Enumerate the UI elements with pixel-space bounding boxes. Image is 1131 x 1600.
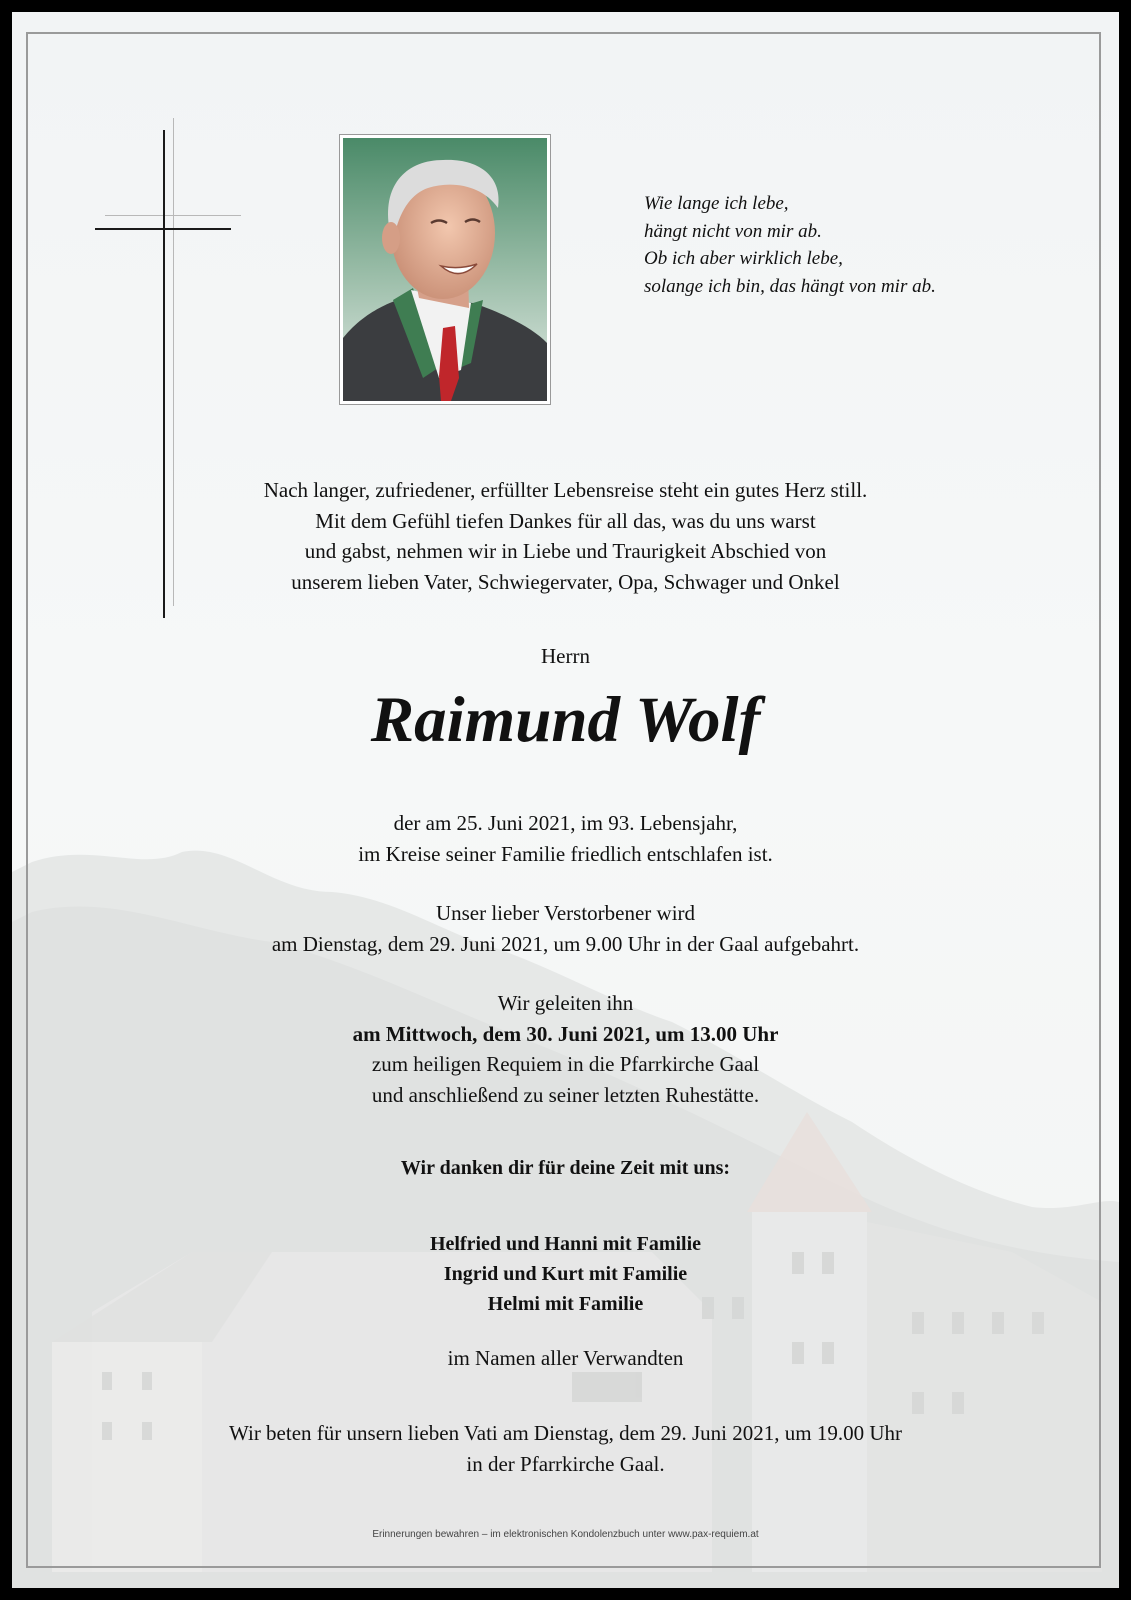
funeral-notice [12, 988, 1119, 1110]
intro-text [12, 475, 1119, 597]
relatives-note: im Namen aller Verwandten [447, 1346, 684, 1370]
poem-line: Wie lange ich lebe, [644, 193, 789, 214]
family-member: Helfried und Hanni mit Familie [429, 1233, 702, 1255]
death-notice [12, 808, 1119, 869]
deceased-name: Raimund Wolf [370, 684, 761, 756]
poem-line: hängt nicht von mir ab. [644, 220, 822, 242]
poem-line: solange ich bin, das hängt von mir ab. [644, 275, 936, 297]
viewing-line: Unser lieber Verstorbener wird [435, 901, 696, 925]
thanks-heading: Wir danken dir für deine Zeit mit uns: [400, 1157, 731, 1179]
cross-icon-horizontal [95, 228, 231, 230]
death-notice-line: im Kreise seiner Familie friedlich entschlafen ist. [358, 841, 773, 866]
funeral-line: Wir geleiten ihn [497, 991, 634, 1015]
footer-text: Erinnerungen bewahren – im elektronischen Kondolenzbuch unter www.pax-requiem.at [372, 1529, 759, 1540]
viewing-notice [12, 898, 1119, 959]
poem-line: Ob ich aber wirklich lebe, [644, 248, 843, 269]
intro-line: und gabst, nehmen wir in Liebe und Traurigkeit Abschied von [304, 539, 827, 563]
funeral-line: zum heiligen Requiem in die Pfarrkirche Gaal [371, 1052, 760, 1076]
prayer-line: in der Pfarrkirche Gaal. [466, 1451, 665, 1476]
intro-line: Nach langer, zufriedener, erfüllter Lebensreise steht ein gutes Herz still. [263, 478, 868, 502]
death-notice-line: der am 25. Juni 2021, im 93. Lebensjahr, [393, 811, 738, 835]
portrait-photo-icon [343, 138, 547, 401]
cross-shadow-horizontal [105, 215, 241, 216]
prayer-line: Wir beten für unsern lieben Vati am Dienstag, dem 29. Juni 2021, um 19.00 Uhr [229, 1421, 902, 1445]
family-member: Ingrid und Kurt mit Familie [443, 1263, 688, 1285]
funeral-date: am Mittwoch, dem 30. Juni 2021, um 13.00 Uhr [352, 1021, 779, 1046]
family-list [12, 1229, 1119, 1319]
prayer-notice [12, 1418, 1119, 1479]
intro-line: unserem lieben Vater, Schwiegervater, Opa, Schwager und Onkel [291, 569, 840, 594]
poem [644, 190, 1004, 300]
intro-line: Mit dem Gefühl tiefen Dankes für all das, was du uns warst [315, 508, 816, 533]
portrait-photo [339, 134, 551, 405]
salutation: Herrn [541, 644, 590, 668]
viewing-line: am Dienstag, dem 29. Juni 2021, um 9.00 Uhr in der Gaal aufgebahrt. [271, 931, 860, 956]
family-member: Helmi mit Familie [487, 1293, 644, 1315]
funeral-line: und anschließend zu seiner letzten Ruhestätte. [371, 1082, 760, 1107]
obituary-page [12, 12, 1119, 1588]
